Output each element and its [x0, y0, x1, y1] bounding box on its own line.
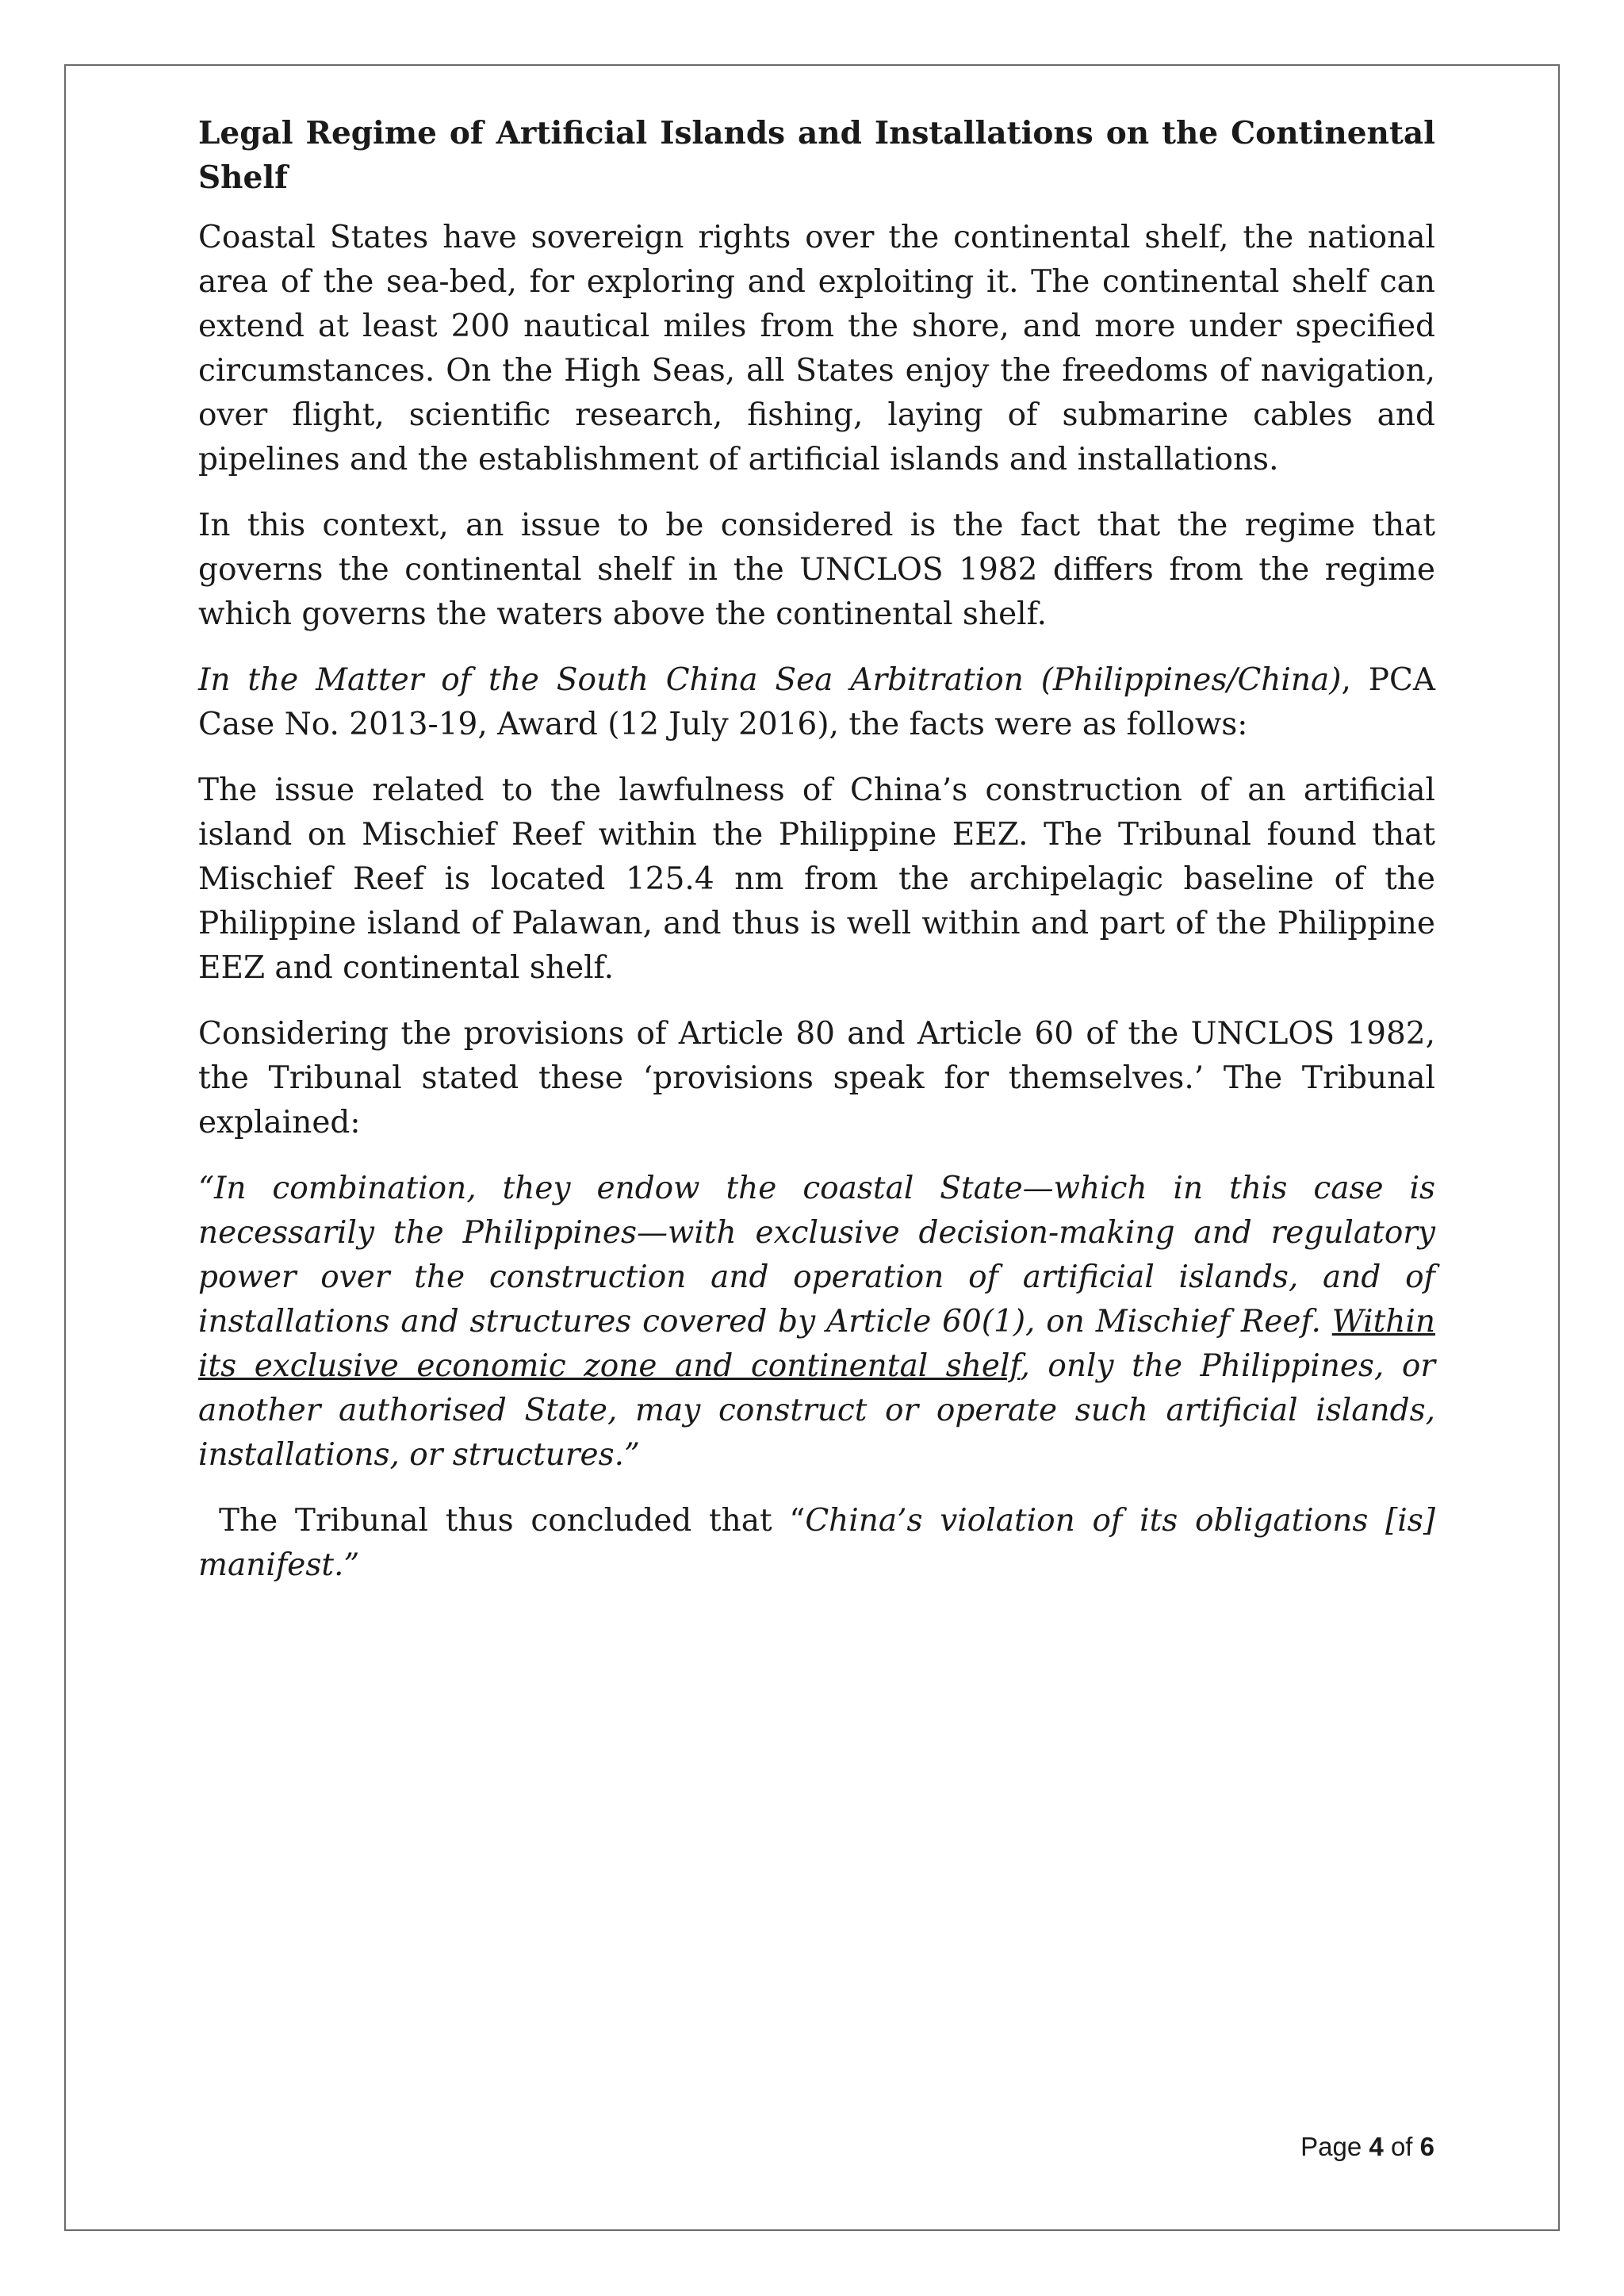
paragraph-case-citation	[198, 658, 1435, 747]
quote-underlined: Within its exclusive economic zone and continental shelf	[198, 1304, 1435, 1384]
page-current: 4	[1369, 2132, 1384, 2161]
page-number	[1300, 2132, 1434, 2162]
page-total: 6	[1419, 2132, 1434, 2161]
paragraph-tribunal-statement: Considering the provisions of Article 80 and Article 60 of the UNCLOS 1982, the Tribunal stated these ‘provisions speak for themselves.’ The Tribunal explained:	[198, 1016, 1435, 1140]
case-name: In the Matter of the South China Sea Arbitration (Philippines/China)	[198, 662, 1342, 698]
quote-part-1: “In combination, they endow the coastal State—which in this case is necessarily the Philippines—with exclusive decision-making and regulatory power over the construction and operation of artificial islands, and of installations and structures covered by Article 60(1), on Mischief Reef.	[198, 1171, 1435, 1340]
section-heading: Legal Regime of Artificial Islands and Installations on the Continental Shelf	[198, 115, 1435, 196]
conclusion-intro: The Tribunal thus concluded that “	[219, 1503, 806, 1539]
of-label: of	[1383, 2132, 1420, 2161]
paragraph-regime-difference: In this context, an issue to be considered is the fact that the regime that governs the continental shelf in the UNCLOS 1982 differs from the regime which governs the waters above the continental shelf.	[198, 508, 1435, 632]
case-citation-rest: , PCA Case No. 2013-19, Award (12 July 2016), the facts were as follows:	[198, 662, 1435, 742]
tribunal-quote	[198, 1167, 1435, 1478]
paragraph-continental-shelf-rights: Coastal States have sovereign rights over the continental shelf, the national area of the sea-bed, for exploring and exploiting it. The continental shelf can extend at least 200 nautical miles from the shore, and more under specified circumstances. On the High Seas, all States enjoy the freedoms of navigation, over flight, scientific research, fishing, laying of submarine cables and pipelines and the establishment of artificial islands and installations.	[198, 220, 1435, 477]
paragraph-facts: The issue related to the lawfulness of China’s construction of an artificial island on Mischief Reef within the Philippine EEZ. The Tribunal found that Mischief Reef is located 125.4 nm from the archipelagic baseline of the Philippine island of Palawan, and thus is well within and part of the Philippine EEZ and continental shelf.	[198, 772, 1435, 986]
page-label: Page	[1300, 2132, 1369, 2161]
quote-part-2: , only the Philippines, or another authorised State, may construct or operate such artificial islands, installations, or structures.”	[198, 1348, 1435, 1473]
document-body	[198, 111, 1435, 1609]
conclusion-quote: China’s violation of its obligations [is] manifest.”	[198, 1503, 1435, 1583]
paragraph-conclusion	[198, 1499, 1435, 1588]
